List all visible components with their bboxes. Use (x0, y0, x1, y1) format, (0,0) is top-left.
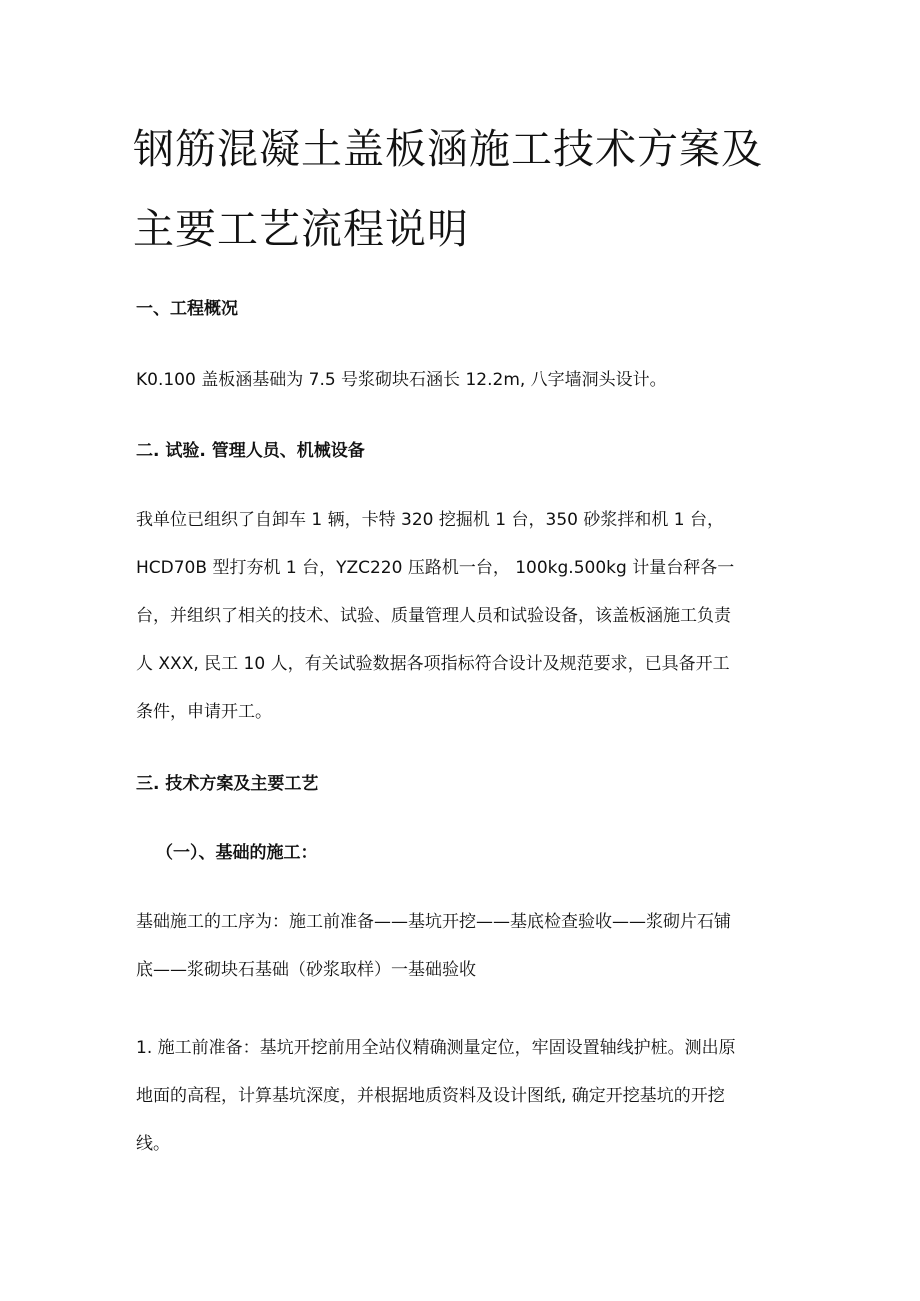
preparation-step-paragraph (136, 1024, 790, 1168)
preparation-step-line-1: 1. 施工前准备：基坑开挖前用全站仪精确测量定位，牢固设置轴线护桩。测出原 (136, 1038, 736, 1058)
section-1-heading: 一、工程概况 (136, 299, 238, 319)
section-2-line-3: 台，并组织了相关的技术、试验、质量管理人员和试验设备，该盖板涵施工负责 (136, 606, 731, 626)
preparation-step-line-3: 线。 (136, 1134, 170, 1154)
section-2-heading: 二. 试验. 管理人员、机械设备 (136, 441, 365, 461)
foundation-construction-subheading: （一）、基础的施工： (156, 843, 318, 863)
section-2-line-5: 条件，申请开工。 (136, 702, 272, 722)
section-1-paragraph: K0.100 盖板涵基础为 7.5 号浆砌块石涵长 12.2m, 八字墙洞头设计。 (136, 370, 667, 390)
document-title-line-2: 主要工艺流程说明 (133, 205, 469, 253)
foundation-process-line-2: 底——浆砌块石基础（砂浆取样）一基础验收 (136, 960, 476, 980)
section-2-paragraph (136, 496, 790, 736)
foundation-process-line-1: 基础施工的工序为：施工前准备——基坑开挖——基底检查验收——浆砌片石铺 (136, 912, 731, 932)
section-3-heading: 三. 技术方案及主要工艺 (136, 774, 319, 794)
section-2-line-4: 人 XXX, 民工 10 人，有关试验数据各项指标符合设计及规范要求，已具备开工 (136, 654, 730, 674)
preparation-step-line-2: 地面的高程，计算基坑深度，并根据地质资料及设计图纸, 确定开挖基坑的开挖 (136, 1086, 725, 1106)
foundation-process-paragraph (136, 898, 790, 994)
document-title-line-1: 钢筋混凝土盖板涵施工技术方案及 (133, 125, 763, 173)
section-2-line-1: 我单位已组织了自卸车 1 辆，卡特 320 挖掘机 1 台，350 砂浆拌和机 1 台， (136, 510, 724, 530)
section-2-line-2: HCD70B 型打夯机 1 台，YZC220 压路机一台， 100kg.500kg 计量台秤各一 (136, 558, 735, 578)
